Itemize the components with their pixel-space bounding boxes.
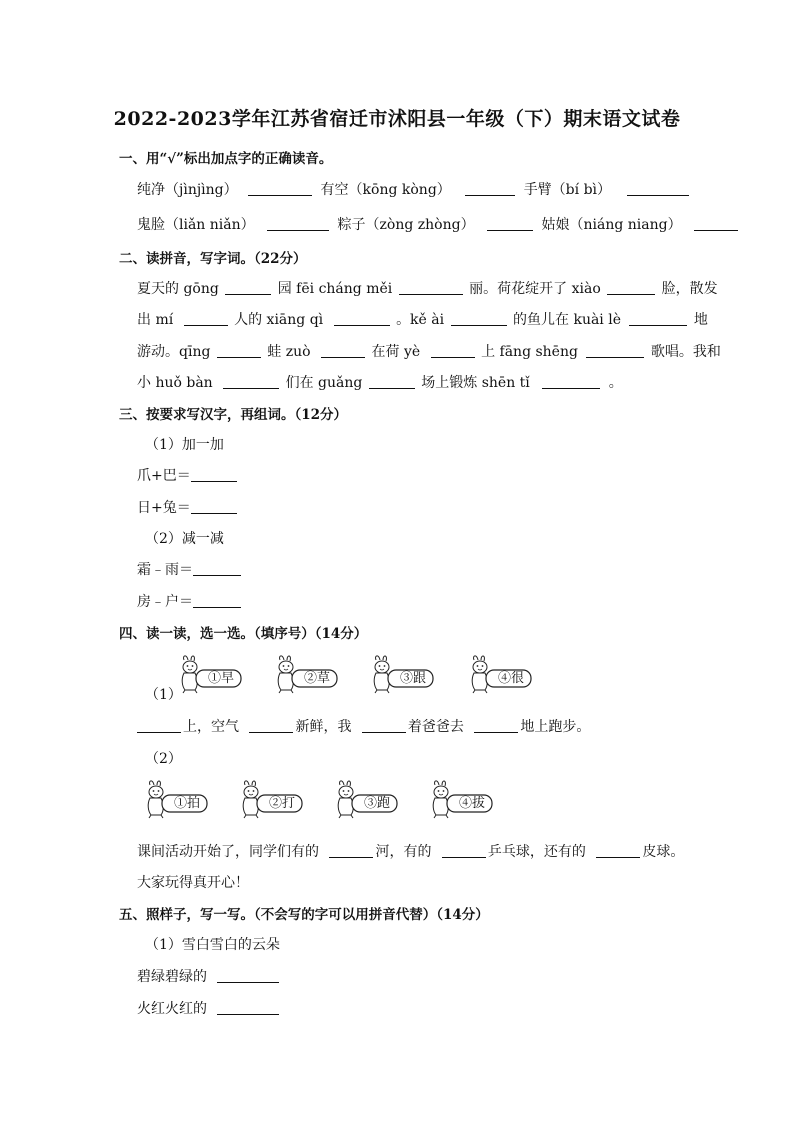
q1-item: 有空（kōng kòng）	[320, 182, 451, 198]
q3-item-1	[137, 465, 237, 485]
q2-text: 场上锻炼 shēn tǐ	[421, 375, 530, 391]
q5-item-1	[137, 966, 279, 986]
q1-row-1	[137, 179, 689, 199]
answer-blank[interactable]	[217, 1000, 279, 1015]
q4-p1-card-4	[464, 655, 534, 695]
q4-text: 新鲜，我	[295, 719, 352, 735]
answer-blank[interactable]	[451, 311, 507, 326]
q4-text: 地上跑步。	[520, 719, 591, 735]
q4-p1-card-2	[270, 655, 340, 695]
q2-text: 地	[693, 312, 708, 328]
q1-heading: 一、用“√”标出加点字的正确读音。	[119, 151, 333, 167]
answer-blank[interactable]	[223, 374, 279, 389]
q4-text: 河，有的	[375, 844, 432, 860]
answer-blank[interactable]	[191, 467, 237, 482]
q4-sentence-2	[137, 841, 684, 861]
q2-line-4	[137, 372, 623, 392]
answer-blank[interactable]	[362, 718, 406, 733]
option-label: ④拔	[458, 796, 485, 811]
q2-text: 园 fēi cháng měi	[277, 281, 393, 297]
answer-blank[interactable]	[431, 343, 475, 358]
exam-title: 2022-2023学年江苏省宿迁市沭阳县一年级（下）期末语文试卷	[113, 108, 681, 130]
q1-item: 姑娘（niáng niang）	[541, 217, 682, 233]
answer-blank[interactable]	[627, 181, 689, 196]
q2-text: 上 fāng shēng	[481, 344, 578, 360]
answer-blank[interactable]	[248, 181, 312, 196]
q5-example: （1）雪白雪白的云朵	[145, 937, 280, 953]
q2-line-2	[137, 309, 708, 329]
answer-blank[interactable]	[191, 499, 237, 514]
option-label: ④很	[497, 671, 524, 686]
q4-text: 着爸爸去	[407, 719, 464, 735]
q2-text: 夏天的 gōng	[137, 281, 219, 297]
q4-p2-card-3	[330, 780, 400, 820]
option-label: ①拍	[173, 796, 200, 811]
answer-blank[interactable]	[217, 968, 279, 983]
option-label: ②草	[303, 671, 330, 686]
q1-item: 纯净（jìnjìng）	[137, 182, 238, 198]
q4-p2-card-2	[235, 780, 305, 820]
q2-text: 脸，散发	[661, 281, 718, 297]
answer-blank[interactable]	[184, 311, 228, 326]
q1-item: 粽子（zòng zhòng）	[337, 217, 475, 233]
answer-blank[interactable]	[225, 280, 271, 295]
answer-blank[interactable]	[369, 374, 415, 389]
q5-text: 火红火红的	[137, 1001, 207, 1017]
q2-text: 丽。荷花绽开了 xiào	[469, 281, 601, 297]
q2-line-3	[137, 341, 721, 361]
q5-item-2	[137, 998, 279, 1018]
q4-heading: 四、读一读，选一选。（填序号）（14分）	[119, 626, 368, 642]
answer-blank[interactable]	[542, 374, 600, 389]
answer-blank[interactable]	[217, 343, 261, 358]
answer-blank[interactable]	[399, 280, 463, 295]
option-label: ③跑	[363, 796, 390, 811]
q2-text: 游动。qīng	[137, 344, 211, 360]
q4-p1-card-1	[174, 655, 244, 695]
answer-blank[interactable]	[694, 216, 738, 231]
q2-heading: 二、读拼音，写字词。（22分）	[119, 251, 307, 267]
q3-sub-1: （1）加一加	[145, 437, 224, 453]
q2-text: 的鱼儿在 kuài lè	[513, 312, 622, 328]
q2-text: 小 huǒ bàn	[137, 375, 213, 391]
q4-text: 上，空气	[183, 719, 239, 735]
q4-text: 皮球。	[642, 844, 685, 860]
q3-expression: 爪+巴＝	[137, 468, 191, 484]
q4-sentence-2b: 大家玩得真开心！	[137, 875, 249, 891]
q2-text: 人的 xiāng qì	[234, 312, 324, 328]
answer-blank[interactable]	[629, 311, 687, 326]
answer-blank[interactable]	[329, 843, 373, 858]
q3-expression: 霜﹣雨＝	[137, 562, 193, 578]
option-label: ①早	[207, 671, 234, 686]
answer-blank[interactable]	[596, 843, 640, 858]
q2-text: 们在 guǎng	[285, 375, 363, 391]
option-label: ③跟	[399, 671, 426, 686]
q3-sub-2: （2）减一减	[145, 531, 224, 547]
q3-item-4	[137, 591, 241, 611]
q4-text: 课间活动开始了，同学们有的	[137, 844, 319, 860]
q2-line-1	[137, 278, 718, 298]
q1-row-2	[137, 214, 738, 234]
answer-blank[interactable]	[487, 216, 533, 231]
answer-blank[interactable]	[334, 311, 390, 326]
q5-text: 碧绿碧绿的	[137, 969, 207, 985]
answer-blank[interactable]	[465, 181, 515, 196]
q3-expression: 日+兔＝	[137, 500, 191, 516]
option-label: ②打	[268, 796, 295, 811]
q2-text: 歌唱。我和	[650, 344, 721, 360]
answer-blank[interactable]	[474, 718, 518, 733]
answer-blank[interactable]	[193, 593, 241, 608]
answer-blank[interactable]	[267, 216, 329, 231]
q3-item-3	[137, 559, 241, 579]
q4-text: 乒乓球，还有的	[487, 844, 586, 860]
q1-item: 手臂（bí bì）	[523, 182, 612, 198]
q2-text: 在荷 yè	[371, 344, 421, 360]
q2-text: 。	[608, 375, 623, 391]
q4-p1-card-3	[366, 655, 436, 695]
q4-part-2-label: （2）	[145, 751, 182, 767]
q4-part-1-label: （1）	[145, 687, 182, 703]
q4-p2-card-4	[425, 780, 495, 820]
answer-blank[interactable]	[249, 718, 293, 733]
q5-heading: 五、照样子，写一写。（不会写的字可以用拼音代替）（14分）	[119, 907, 489, 923]
answer-blank[interactable]	[607, 280, 655, 295]
answer-blank[interactable]	[193, 561, 241, 576]
answer-blank[interactable]	[442, 843, 486, 858]
q2-text: 蛙 zuò	[267, 344, 311, 360]
q3-heading: 三、按要求写汉字，再组词。（12分）	[119, 407, 348, 423]
q4-sentence-1	[137, 716, 590, 736]
answer-blank[interactable]	[137, 718, 181, 733]
q2-text: 。kě ài	[396, 312, 445, 328]
q3-item-2	[137, 497, 237, 517]
answer-blank[interactable]	[586, 343, 644, 358]
q3-expression: 房﹣户＝	[137, 594, 193, 610]
q2-text: 出 mí	[137, 312, 174, 328]
q1-item: 鬼脸（liǎn niǎn）	[137, 217, 255, 233]
answer-blank[interactable]	[321, 343, 365, 358]
q4-p2-card-1	[140, 780, 210, 820]
